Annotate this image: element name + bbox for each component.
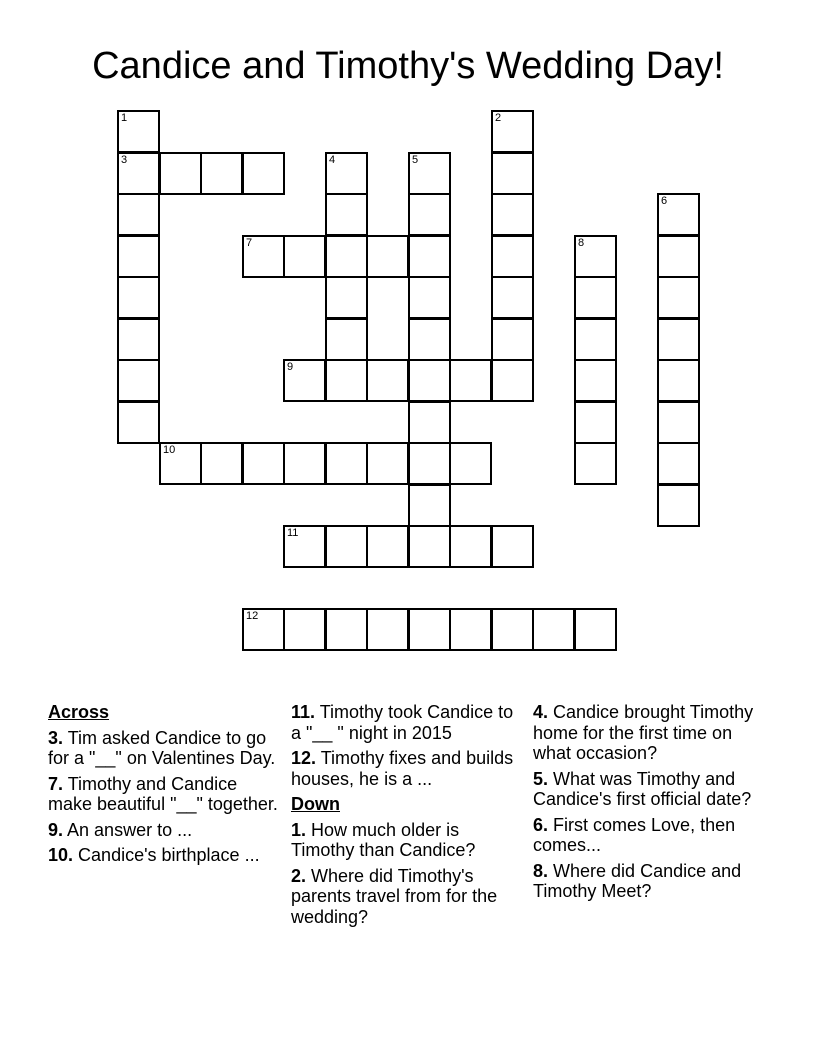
- grid-cell[interactable]: [657, 235, 700, 278]
- grid-cell[interactable]: [325, 442, 368, 485]
- grid-cell[interactable]: [366, 442, 409, 485]
- grid-cell[interactable]: [283, 235, 326, 278]
- clues-column-1: [48, 702, 280, 871]
- grid-cell[interactable]: [408, 318, 451, 361]
- grid-cell[interactable]: [657, 442, 700, 485]
- down-clue-1: 1. How much older is Timothy than Candice?: [291, 819, 476, 860]
- puzzle-title: Candice and Timothy's Wedding Day!: [92, 45, 724, 87]
- grid-cell[interactable]: [657, 318, 700, 361]
- grid-cell[interactable]: [574, 235, 617, 278]
- down-clue-4: 4. Candice brought Timothy home for the first time on what occasion?: [533, 702, 754, 763]
- grid-cell[interactable]: [408, 276, 451, 319]
- grid-cell[interactable]: [366, 608, 409, 651]
- grid-cell[interactable]: [117, 152, 160, 195]
- grid-cell[interactable]: [574, 401, 617, 444]
- grid-cell[interactable]: [574, 442, 617, 485]
- grid-cell[interactable]: [491, 193, 534, 236]
- down-clue-6: 6. First comes Love, then comes...: [533, 814, 736, 855]
- grid-cell[interactable]: [491, 235, 534, 278]
- grid-cell[interactable]: [117, 359, 160, 402]
- grid-cell[interactable]: [283, 525, 326, 568]
- cell-number: 10: [163, 444, 176, 456]
- grid-cell[interactable]: [283, 359, 326, 402]
- grid-cell[interactable]: [242, 235, 285, 278]
- grid-cell[interactable]: [574, 608, 617, 651]
- grid-cell[interactable]: [657, 484, 700, 527]
- grid-cell[interactable]: [408, 152, 451, 195]
- down-clue-8: 8. Where did Candice and Timothy Meet?: [533, 860, 742, 901]
- grid-cell[interactable]: [117, 401, 160, 444]
- cell-number: 11: [287, 527, 299, 539]
- grid-cell[interactable]: [283, 442, 326, 485]
- down-heading: Down: [291, 794, 340, 814]
- grid-cell[interactable]: [408, 235, 451, 278]
- grid-cell[interactable]: [325, 152, 368, 195]
- grid-cell[interactable]: [491, 318, 534, 361]
- grid-cell[interactable]: [532, 608, 575, 651]
- grid-cell[interactable]: [574, 276, 617, 319]
- grid-cell[interactable]: [117, 318, 160, 361]
- grid-cell[interactable]: [491, 152, 534, 195]
- grid-cell[interactable]: [491, 110, 534, 153]
- grid-cell[interactable]: [117, 276, 160, 319]
- grid-cell[interactable]: [491, 608, 534, 651]
- grid-cell[interactable]: [657, 401, 700, 444]
- grid-cell[interactable]: [657, 276, 700, 319]
- cell-number: 9: [287, 361, 294, 373]
- grid-cell[interactable]: [325, 318, 368, 361]
- cell-number: 1: [121, 112, 128, 124]
- clues-column-3: [533, 702, 765, 907]
- grid-cell[interactable]: [408, 525, 451, 568]
- grid-cell[interactable]: [366, 235, 409, 278]
- grid-cell[interactable]: [491, 359, 534, 402]
- grid-cell[interactable]: [366, 525, 409, 568]
- across-clue-11: 11. Timothy took Candice to a "__ " night in 2015: [291, 702, 514, 743]
- grid-cell[interactable]: [242, 442, 285, 485]
- across-clue-12: 12. Timothy fixes and builds houses, he is a ...: [291, 748, 514, 789]
- cell-number: 12: [246, 610, 259, 622]
- grid-cell[interactable]: [408, 442, 451, 485]
- down-clue-5: 5. What was Timothy and Candice's first official date?: [533, 768, 752, 809]
- across-clue-9: 9. An answer to ...: [48, 819, 193, 840]
- across-clue-7: 7. Timothy and Candice make beautiful "__" together.: [48, 773, 278, 814]
- cell-number: 5: [412, 154, 419, 166]
- cell-number: 4: [329, 154, 336, 166]
- grid-cell[interactable]: [408, 193, 451, 236]
- cell-number: 8: [578, 237, 585, 249]
- grid-cell[interactable]: [242, 608, 285, 651]
- across-heading: Across: [48, 702, 110, 722]
- grid-cell[interactable]: [242, 152, 285, 195]
- grid-cell[interactable]: [200, 152, 243, 195]
- grid-cell[interactable]: [117, 235, 160, 278]
- grid-cell[interactable]: [159, 442, 202, 485]
- grid-cell[interactable]: [117, 193, 160, 236]
- grid-cell[interactable]: [449, 442, 492, 485]
- grid-cell[interactable]: [491, 525, 534, 568]
- grid-cell[interactable]: [408, 608, 451, 651]
- down-clue-2: 2. Where did Timothy's parents travel from for the wedding?: [291, 865, 498, 927]
- across-clue-10: 10. Candice's birthplace ...: [48, 845, 260, 865]
- clues-column-2: [291, 702, 523, 932]
- grid-cell[interactable]: [200, 442, 243, 485]
- grid-cell[interactable]: [325, 525, 368, 568]
- cell-number: 3: [121, 154, 128, 166]
- grid-cell[interactable]: [408, 401, 451, 444]
- grid-cell[interactable]: [574, 359, 617, 402]
- grid-cell[interactable]: [325, 235, 368, 278]
- grid-cell[interactable]: [491, 276, 534, 319]
- grid-cell[interactable]: [159, 152, 202, 195]
- grid-cell[interactable]: [366, 359, 409, 402]
- grid-cell[interactable]: [325, 193, 368, 236]
- grid-cell[interactable]: [325, 359, 368, 402]
- grid-cell[interactable]: [657, 359, 700, 402]
- grid-cell[interactable]: [325, 276, 368, 319]
- cell-number: 6: [661, 195, 668, 207]
- grid-cell[interactable]: [574, 318, 617, 361]
- grid-cell[interactable]: [449, 608, 492, 651]
- grid-cell[interactable]: [449, 525, 492, 568]
- grid-cell[interactable]: [657, 193, 700, 236]
- grid-cell[interactable]: [283, 608, 326, 651]
- grid-cell[interactable]: [325, 608, 368, 651]
- grid-cell[interactable]: [449, 359, 492, 402]
- cell-number: 2: [495, 112, 502, 124]
- grid-cell[interactable]: [117, 110, 160, 153]
- grid-cell[interactable]: [408, 484, 451, 527]
- grid-cell[interactable]: [408, 359, 451, 402]
- across-clue-3: 3. Tim asked Candice to go for a "__" on Valentines Day.: [48, 727, 276, 768]
- cell-number: 7: [246, 237, 253, 249]
